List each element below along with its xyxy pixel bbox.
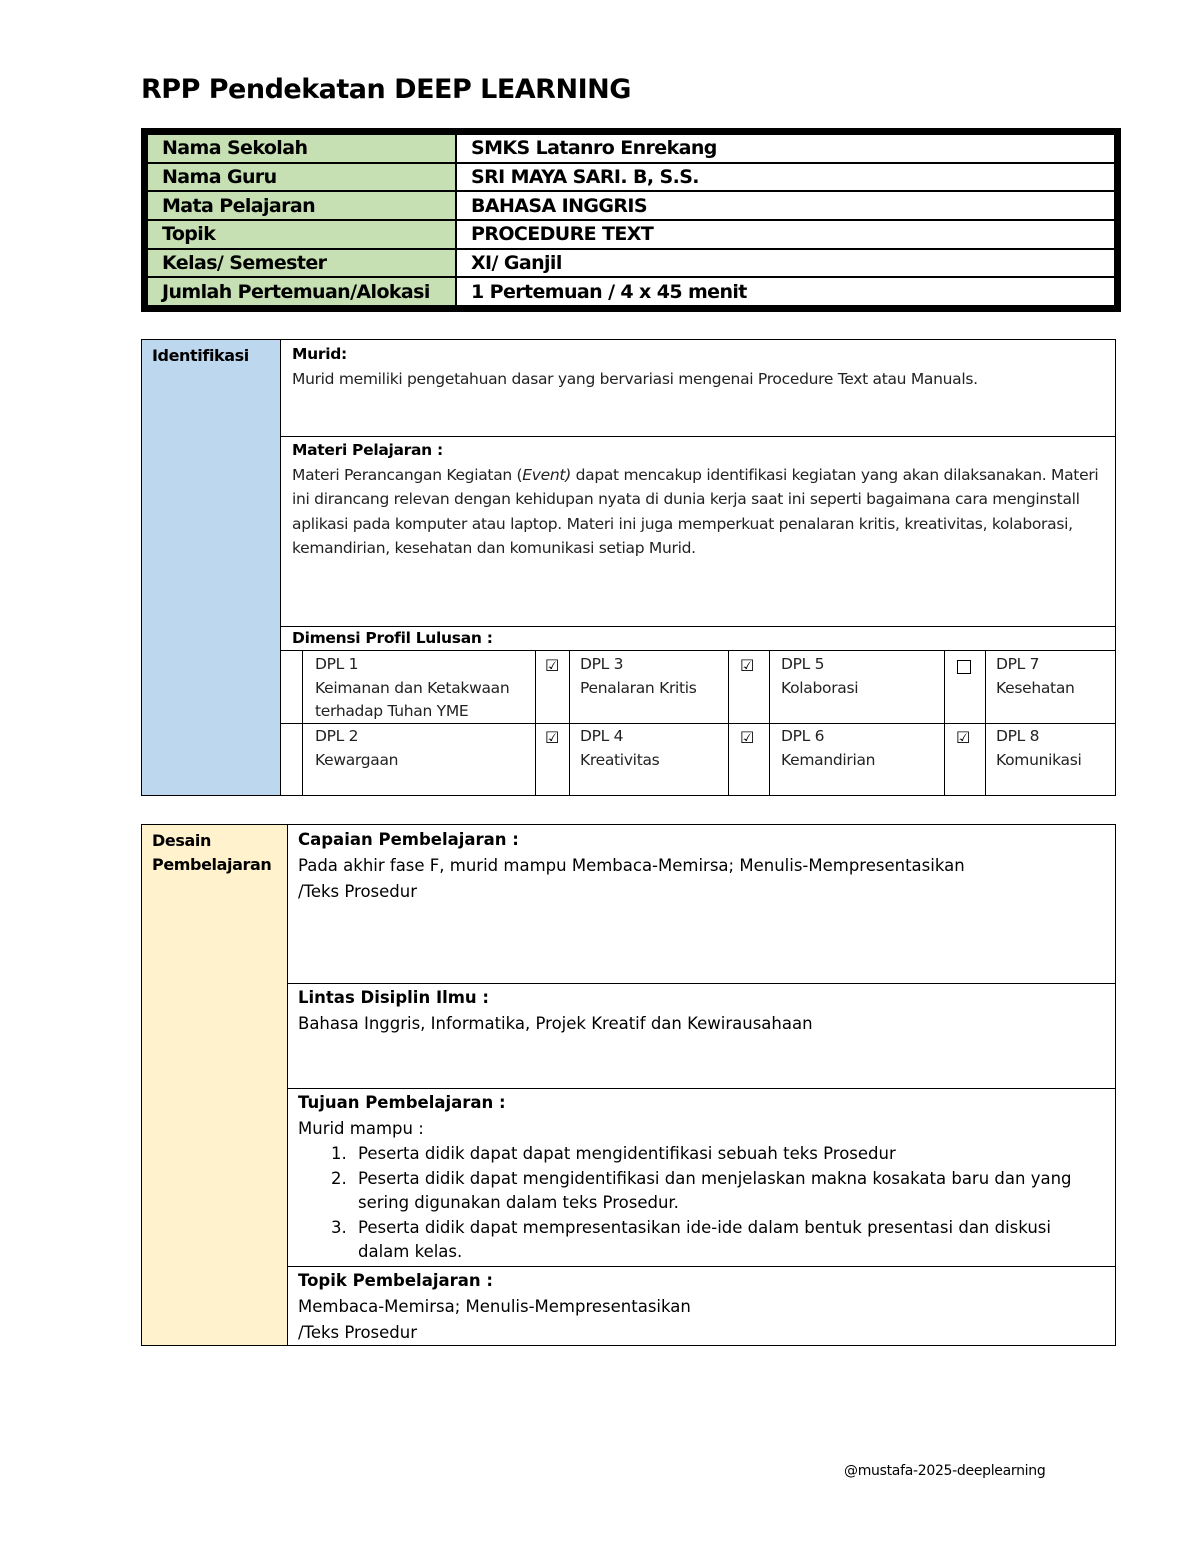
- dpl-item: DPL 6 Kemandirian: [781, 727, 876, 769]
- info-value: XI/ Ganjil: [456, 249, 1115, 278]
- info-key: Kelas/ Semester: [147, 249, 456, 278]
- desain-label: Desain Pembelajaran: [142, 825, 288, 1345]
- divider: [288, 983, 1116, 984]
- materi-heading: Materi Pelajaran :: [292, 441, 443, 459]
- divider: [281, 650, 1116, 651]
- topik-cell: [298, 1268, 1103, 1346]
- info-key: Mata Pelajaran: [147, 191, 456, 220]
- info-value: SMKS Latanro Enrekang: [456, 134, 1115, 163]
- info-value: BAHASA INGGRIS: [456, 191, 1115, 220]
- dpl-checkbox-unchecked[interactable]: [957, 660, 971, 674]
- dpl-item: DPL 4 Kreativitas: [580, 727, 660, 769]
- footer-credit: @mustafa-2025-deeplearning: [844, 1463, 1046, 1479]
- dpl-checkbox-checked[interactable]: ☑: [545, 656, 560, 675]
- lintas-cell: [298, 985, 1103, 1037]
- dpl-checkbox-checked[interactable]: ☑: [740, 656, 755, 675]
- topik-heading: Topik Pembelajaran :: [298, 1271, 494, 1290]
- info-row: [147, 220, 1115, 249]
- info-key: Nama Guru: [147, 163, 456, 192]
- info-key: Nama Sekolah: [147, 134, 456, 163]
- info-value: SRI MAYA SARI. B, S.S.: [456, 163, 1115, 192]
- info-value: PROCEDURE TEXT: [456, 220, 1115, 249]
- lintas-heading: Lintas Disiplin Ilmu :: [298, 988, 490, 1007]
- capaian-cell: [298, 827, 1103, 905]
- info-key: Jumlah Pertemuan/Alokasi: [147, 277, 456, 306]
- list-item: 3. Peserta didik dapat mempresentasikan ide-ide dalam bentuk presentasi dan diskusi dalam kelas.: [352, 1216, 1103, 1265]
- list-item: 1. Peserta didik dapat dapat mengidentifikasi sebuah teks Prosedur: [352, 1142, 1103, 1167]
- dpl-item: DPL 2 Kewargaan: [315, 727, 399, 769]
- info-row: [147, 249, 1115, 278]
- desain-section: [141, 824, 1116, 1346]
- identifikasi-section: [141, 339, 1116, 796]
- tujuan-list: [282, 1142, 1103, 1265]
- info-row: [147, 163, 1115, 192]
- capaian-text: Pada akhir fase F, murid mampu Membaca-Memirsa; Menulis-Mempresentasikan: [298, 856, 965, 875]
- tujuan-heading: Tujuan Pembelajaran :: [298, 1093, 506, 1112]
- dpl-item: DPL 8 Komunikasi: [996, 727, 1082, 769]
- dpl-item: DPL 3 Penalaran Kritis: [580, 655, 697, 697]
- info-row: [147, 191, 1115, 220]
- topik-text: /Teks Prosedur: [298, 1323, 418, 1342]
- dpl-checkbox-checked[interactable]: ☑: [956, 728, 971, 747]
- topik-text: Membaca-Memirsa; Menulis-Mempresentasikan: [298, 1297, 691, 1316]
- list-item: 2. Peserta didik dapat mengidentifikasi dan menjelaskan makna kosakata baru dan yang sering digunakan dalam teks Prosedur.: [352, 1167, 1103, 1216]
- divider: [288, 1266, 1116, 1267]
- dimensi-heading: Dimensi Profil Lulusan :: [292, 629, 493, 647]
- tujuan-cell: [298, 1090, 1103, 1265]
- murid-cell: [292, 342, 1102, 391]
- school-info-table: [141, 128, 1121, 312]
- divider: [288, 1088, 1116, 1089]
- materi-cell: [292, 438, 1102, 561]
- info-row: [147, 134, 1115, 163]
- capaian-text: /Teks Prosedur: [298, 882, 418, 901]
- dpl-checkbox-checked[interactable]: ☑: [545, 728, 560, 747]
- murid-heading: Murid:: [292, 345, 347, 363]
- dimensi-cell: [292, 627, 1102, 649]
- dpl-item: DPL 7 Kesehatan: [996, 655, 1075, 697]
- info-key: Topik: [147, 220, 456, 249]
- info-value: 1 Pertemuan / 4 x 45 menit: [456, 277, 1115, 306]
- dpl-item: DPL 5 Kolaborasi: [781, 655, 859, 697]
- materi-text: Materi Perancangan Kegiatan (Event) dapat mencakup identifikasi kegiatan yang akan dilaksanakan. Materi ini dirancang relevan dengan kehidupan nyata di dunia kerja saat ini seperti bagaimana cara menginstall aplikasi pada komputer atau laptop. Materi ini juga memperkuat penalaran kritis, kreativitas, kolaborasi, kemandirian, kesehatan dan komunikasi setiap Murid.: [292, 465, 1099, 557]
- identifikasi-label: Identifikasi: [142, 340, 281, 795]
- dpl-item: DPL 1 Keimanan dan Ketakwaan terhadap Tuhan YME: [315, 655, 510, 720]
- info-row: [147, 277, 1115, 306]
- dpl-checkbox-checked[interactable]: ☑: [740, 728, 755, 747]
- page-title: RPP Pendekatan DEEP LEARNING: [141, 74, 631, 105]
- divider: [281, 436, 1116, 437]
- murid-text: Murid memiliki pengetahuan dasar yang bervariasi mengenai Procedure Text atau Manuals.: [292, 369, 978, 388]
- lintas-text: Bahasa Inggris, Informatika, Projek Kreatif dan Kewirausahaan: [298, 1014, 813, 1033]
- capaian-heading: Capaian Pembelajaran :: [298, 830, 519, 849]
- tujuan-intro: Murid mampu :: [298, 1119, 424, 1138]
